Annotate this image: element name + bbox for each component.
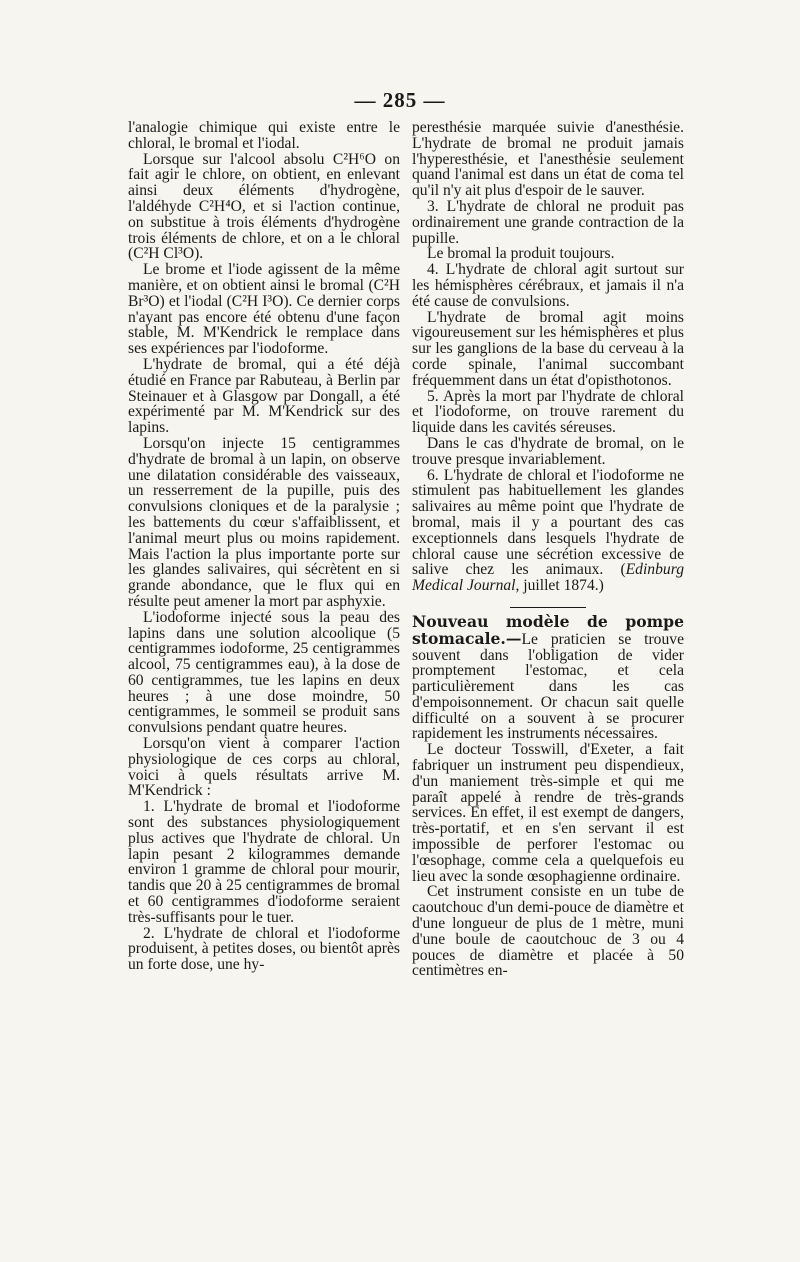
right-column — [412, 120, 684, 979]
citation-journal: Edinburg Medical Journal — [412, 561, 684, 595]
citation-date: , juillet 1874.) — [515, 577, 604, 595]
paragraph: Dans le cas d'hydrate de bromal, on le trouve presque invariablement. — [412, 434, 684, 468]
paragraph: Lorsqu'on injecte 15 centigrammes d'hydrate de bromal à un lapin, on observe une dilatation considérable des vaisseaux, un resserrement de la pupille, puis des convulsions cloniques et de la paralysie ; les battements du cœur s'affaiblissent, et l'animal meurt plus ou moins rapidement. Mais l'action la plus importante porte sur les glandes salivaires, qui sécrètent en si grande abondance, que le flux qui en résulte peut amener la mort par asphyxie. — [128, 434, 400, 610]
section-paragraph — [412, 611, 684, 743]
section-lead: Le praticien se trouve souvent dans l'obligation de vider promptement l'estomac, et cela particulièrement dans les cas d'empoisonnement. Or chacun sait quelle difficulté on a souvent à se procurer rapidement les instruments nécessaires. — [412, 630, 684, 743]
section-title: Nouveau modèle de pompe stomacale.— — [412, 611, 684, 648]
left-column — [128, 120, 400, 973]
paragraph: 3. L'hydrate de chloral ne produit pas ordinairement une grande contraction de la pupille. — [412, 197, 684, 247]
paragraph: L'iodoforme injecté sous la peau des lapins dans une solution alcoolique (5 centigrammes iodoforme, 25 centigrammes alcool, 75 centigrammes eau), à la dose de 60 centigrammes, tue les lapins en deux heures ; à une dose moindre, 50 centigrammes, le sommeil se produit sans convulsions pendant quatre heures. — [128, 608, 400, 737]
paragraph: 4. L'hydrate de chloral agit surtout sur les hémisphères cérébraux, et jamais il n'a été cause de convulsions. — [412, 261, 684, 310]
paragraph: L'hydrate de bromal agit moins vigoureusement sur les hémisphères et plus sur les ganglions de la base du cerveau à la corde spinale, l'animal succombant fréquemment dans un état d'opisthotonos. — [412, 308, 684, 389]
paragraph: Le bromal la produit toujours. — [427, 245, 615, 263]
paragraph: 5. Après la mort par l'hydrate de chloral et l'iodoforme, on trouve rarement du liquide dans les cavités séreuses. — [412, 387, 684, 437]
paragraph: 1. L'hydrate de bromal et l'iodoforme sont des substances physiologiquement plus actives que l'hydrate de chloral. Un lapin pesant 2 kilogrammes demande environ 1 gramme de chloral pour mourir, tandis que 20 à 25 centigrammes de bromal et 60 centigrammes d'iodoforme seraient très-suffisants pour le tuer. — [128, 798, 400, 926]
paragraph: 2. L'hydrate de chloral et l'iodoforme produisent, à petites doses, ou bientôt après un forte dose, une hy- — [128, 924, 400, 974]
paragraph: Le docteur Tosswill, d'Exeter, a fait fabriquer un instrument peu dispendieux, d'un maniement très-simple et qui me paraît appelé à rendre de très-grands services. En effet, il est exempt de dangers, très-portatif, et en s'en servant il est impossible de perforer l'estomac ou l'œsophage, comme cela a quelquefois eu lieu avec la sonde œsophagienne ordinaire. — [412, 741, 684, 885]
paragraph-with-citation — [412, 468, 684, 594]
paragraph: L'hydrate de bromal, qui a été déjà étudié en France par Rabuteau, à Berlin par Steinauer et à Glasgow par Dongall, a été expérimenté par M. M'Kendrick sur des lapins. — [128, 355, 400, 437]
section-divider — [510, 607, 586, 608]
paragraph-text: 6. L'hydrate de chloral et l'iodoforme ne stimulent pas habituellement les glandes salivaires au même point que l'hydrate de bromal, mais il y a pourtant des cas exceptionnels dans lesquels l'hydrate de chloral cause une sécrétion excessive de salive chez les animaux. ( — [412, 466, 684, 579]
paragraph: Cet instrument consiste en un tube de caoutchouc d'un demi-pouce de diamètre et d'une longueur de plus de 1 mètre, muni d'une boule de caoutchouc de 3 ou 4 pouces de diamètre et placée à 50 centimètres en- — [412, 883, 684, 980]
paragraph: peresthésie marquée suivie d'anesthésie. L'hydrate de bromal ne produit jamais l'hyperesthésie, et l'anesthésie seulement quand l'animal est dans un état de coma tel qu'il n'y ait plus d'espoir de le sauver. — [412, 119, 684, 200]
paragraph: Lorsqu'on vient à comparer l'action physiologique de ces corps au chloral, voici à quels résultats arrive M. M'Kendrick : — [128, 735, 400, 800]
paragraph: l'analogie chimique qui existe entre le chloral, le bromal et l'iodal. — [128, 119, 400, 152]
paragraph: Le brome et l'iode agissent de la même manière, et on obtient ainsi le bromal (C²H Br³O) et l'iodal (C²H I³O). Ce dernier corps n'ayant pas encore été obtenu d'une façon stable, M. M'Kendrick le remplace dans ses expériences par l'iodoforme. — [128, 261, 400, 358]
page-number: — 285 — — [354, 88, 446, 112]
paragraph: Lorsque sur l'alcool absolu C²H⁶O on fait agir le chlore, on obtient, en enlevant ainsi deux éléments d'hydrogène, l'aldéhyde C²H⁴O, et si l'action continue, on substitue à trois éléments d'hydrogène trois éléments de chlore, et on a le chloral (C²H Cl³O). — [128, 150, 400, 263]
